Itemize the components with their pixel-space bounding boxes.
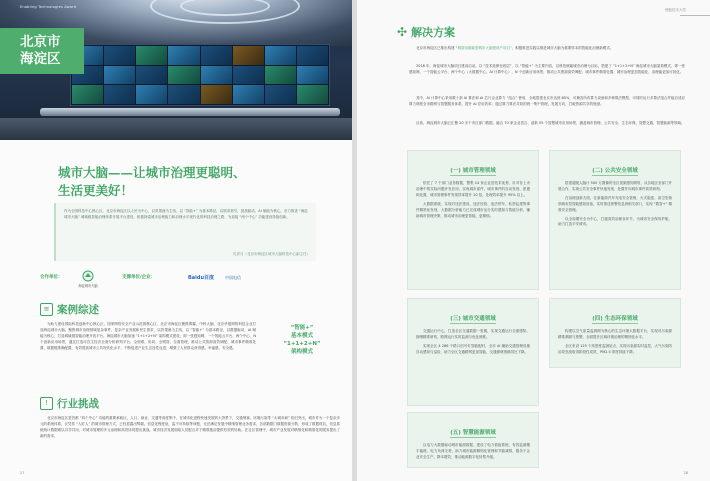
card-paragraph: 在治理创新方面，在新能源汽车充电安全管理，火灾隐患、高空坠物领域布控智能感知设备，实时推送预警信息到相关部门，实现 “数智+” 精准安全管理。 [558, 195, 672, 212]
card-title: (一) 城市管理领域 [450, 168, 496, 174]
district-line-2: 海淀区 [20, 51, 61, 67]
cooperation-logo-text: 海淀城市大脑 [78, 284, 98, 288]
solution-title: 解决方案 [411, 26, 456, 39]
running-head-rule [680, 15, 710, 16]
solution-p1-prefix: 北京市海淀区已推出构建 [416, 46, 456, 50]
card-paragraph: 实现全区 4 286 个路口信号灯智能配时，全市 AI 辅助交通管理设施自动感知与巡检，助力全区交通路网更加智能，交通拥堵指数同比下降。 [416, 343, 530, 354]
arch-line-2: 基本模式 [290, 333, 313, 339]
cooperation-label: 合作单位： [40, 275, 63, 280]
card-title: (二) 公共安全领域 [592, 168, 638, 174]
solution-heading [397, 24, 455, 40]
support-label: 支撑单位/企业： [122, 275, 156, 280]
challenge-text: 北京市海淀区是首都 “四个中心” 功能的重要承载区，人口、商业、交通等高度集中，在城市化进程快速发展的大背景下，交通堵塞、环境污染等 “大城市病” 依旧突出，城市作为一个复杂多元的系统体系，仅凭传 “人盯人” 的城市管理方式，已经显露出弊端。信息化程度低，监不可持续等问题，无法满足发展中精细管理业务需求，各部数据门数据资源分散，形成了数据孤岛，信息系统统计数据难以共享共用，对城市管理的多元治理和高效协同提出挑战。城市经济发展面临人员配合对于精准施治提供有效的协助。在社区管理中，城市产业发展对精细化和精准化的服务提出了新的需求。 [40, 416, 340, 438]
article-title-line-1: 城市大脑——让城市治理更聪明、 [58, 165, 246, 180]
running-head-left: Enabling Technologies Award [20, 5, 77, 9]
architecture-callout [262, 324, 342, 356]
card-title: (五) 智慧能源领域 [450, 430, 496, 436]
solution-paragraph-4: 目前，海淀城市大脑已汇聚 20 多个市区部门数据，融合 70 家企业语言、创新 55 个智慧城市应用场景，涵盖城市管理、公共安全、生态环保、智慧交通、智慧能源等领域。 [416, 121, 685, 125]
running-head-right: 使能技术大奖 [665, 8, 686, 12]
challenge-section-heading [40, 396, 99, 411]
cooperation-logo [78, 270, 98, 288]
card-title: (三) 城市交通领域 [450, 316, 496, 322]
case-section-heading [40, 302, 99, 317]
video-wall [70, 44, 330, 106]
haidian-brain-logo-icon [82, 270, 94, 282]
page-number-right: 28 [683, 471, 688, 475]
article-title-line-2: 生活更美好！ [58, 183, 134, 198]
card-paragraph: 依托了 7 个部门业务数据，整集 14 家企业语技术优势，针对各上市治理中的实际问题开发应用，实现城市部件、城市事件的自动发现、派遣和处置，城市管理事件发现效率提升 10 倍，处理效率提升 95% 以上。 [416, 181, 530, 197]
arch-line-3: “1+1+2+N” [283, 341, 321, 347]
solution-p1-highlight: “城智治数能型城市大脑建设产项目” [455, 46, 512, 50]
solution-paragraph-1 [409, 46, 685, 52]
intro-text: 作为全国科技中心核心区，北京市海淀区以人民为中心，以效果流为主线，以 “智能+” 为基本路径，以展求需引，挑战驱动、AI 赋能为核心，至力推进 “海淀城市大脑” 城域级智能治理体系开展平台建设，积极探索城市治理能力和治理水平现代化的科技治理之路，为迎接 “两个中心” 功能建设持续创新。 [64, 209, 308, 219]
card-public-safety [549, 150, 681, 290]
case-summary-text: 为助力建设国际科技创新中心核心区，国家网络安全产业示范园核心区，北京市海淀区聚焦雾霾，中科大脑、北京华夏网络科技企业打造海淀城市大脑。聚焦城市治理领域复杂事件，复杂产业发展和民生需求，以效果流为主线，以 “智能+” 为基本路径，以数据驱动，AI 赋能为核心，打造城域级智能治理开放平台。海淀城市大脑加速 “1+1+2+N” 架构模式建设，即一张感知网、一个智能云平台、两个中心，N 个创新应用场景，通过打造可自主经济全面分析研判平台、全面联、协同、全网智、全面管理，推动公共资源高效调配、城市事件精准处置、数据链准确配置，有效提高城市公共现代化水平，不断促进产业生态良性迈进，增强了人民群众获得感、幸福感、安全感。 [40, 322, 256, 350]
card-paragraph: 全区布设 125 个高密度监测站点，实现污染源实时监控，大气污染防治攻坚战取得阶段性成效，PM2.5 浓度持续下降。 [558, 343, 672, 354]
partners-row [40, 270, 320, 290]
puzzle-icon: ✣ [397, 25, 408, 39]
page-number-left: 27 [20, 471, 25, 475]
article-title [58, 164, 308, 200]
card-eco-environment [549, 298, 681, 368]
card-city-management [407, 150, 539, 290]
console-desk-row [40, 108, 340, 116]
baidu-logo: Baidu百度 [188, 275, 215, 281]
card-city-traffic [407, 298, 539, 406]
alert-icon: ! [40, 397, 53, 410]
district-label [0, 28, 84, 74]
author-credit: 孔祥月（北京市海淀区城市大脑科技中心副主任） [233, 252, 310, 256]
district-line-1: 北京市 [20, 34, 61, 50]
solution-p1-suffix: ，积极推进实践以推进城市大脑为重要样本的智能化治理新模式。 [511, 46, 614, 50]
case-section-title: 案例综述 [57, 304, 99, 316]
card-paragraph: 交通运行中心，打造全区交通数据一张图，实现交通运行全面感知、拥堵精准研判，路网运行实时监测与优化调度。 [416, 329, 530, 339]
solution-paragraph-3: 其中，AI 计算中心采用数十套 AI 算法和 AI 芯片企业算力 “组合” 使用，全地搭建北京市达到 85%，可兼容所有算力设备和多种算法模型，可同时运行多算法组合并能自适应算力调度全市路网与智慧服务体系，提升 AI 应用效率；通过算力算法共同的统一集中管理，发展方向，打破资源共享的瓶颈。 [409, 96, 685, 106]
left-page [0, 0, 352, 481]
card-paragraph: 以全周期安全为中心，打通高效治理各环节，为城市安全保驾护航，助力打造平安城市。 [558, 216, 672, 227]
china-telecom-logo: 中国电信 [225, 275, 241, 280]
arch-line-4: 架构模式 [290, 349, 313, 355]
card-paragraph: 大数据系统，实现对违法建设、违法经营、违法停车、私搭乱建等事件精准化发现，大数据分析能力已完成城市运行实时感知与智能分析，辅助城市管理决策，推动城市治理更智能、更精细。 [416, 201, 530, 218]
arch-line-1: “智能+” [290, 325, 314, 331]
floor [0, 118, 352, 140]
intro-box [54, 203, 316, 261]
card-paragraph: 搭建超级人脑计 500 万摄像的全区视频感知网络，从各地区至部门开展合作，实现公共安全事件快速发现，处置并向城市事件高效研判。 [558, 181, 672, 191]
document-icon: ≡ [40, 303, 53, 316]
card-smart-energy [407, 412, 539, 468]
challenge-section-title: 行业挑战 [57, 398, 99, 410]
card-title: (四) 生态环保领域 [592, 316, 638, 322]
card-paragraph: 构建以空气质量监测网为核心的生态环境大数据平台，实现对污染源精准溯源与预警，全面提升区域环境治理的精细化水平。 [558, 329, 672, 339]
solution-paragraph-2: 2018 年，海淀城市大脑项目建设启动。以 “技术延伸至底层”，以 “智能+” 为主要内容，以科技赋能城市治理为目标，搭建了 “1+1+2+N” 海淀城市大脑架构模式，即一张感知网、一个智能云平台、两个中心（大数据中心、AI 计算中心）、N 个创新应用场景，推动公共资源高效调配、城市事件精准处置、城市治理更加智能化、治理能更加可视化。 [409, 64, 685, 74]
card-paragraph: 以电力大数据驱动城市能源数据，建设了电力看板系统，有效监测楼宇能耗、电力负荷走势，助力城市能源精细化管理和节能减排，服务于企业安全生产、降本增效，推动能源数字化转型升级。 [416, 443, 530, 459]
right-page [357, 0, 710, 481]
